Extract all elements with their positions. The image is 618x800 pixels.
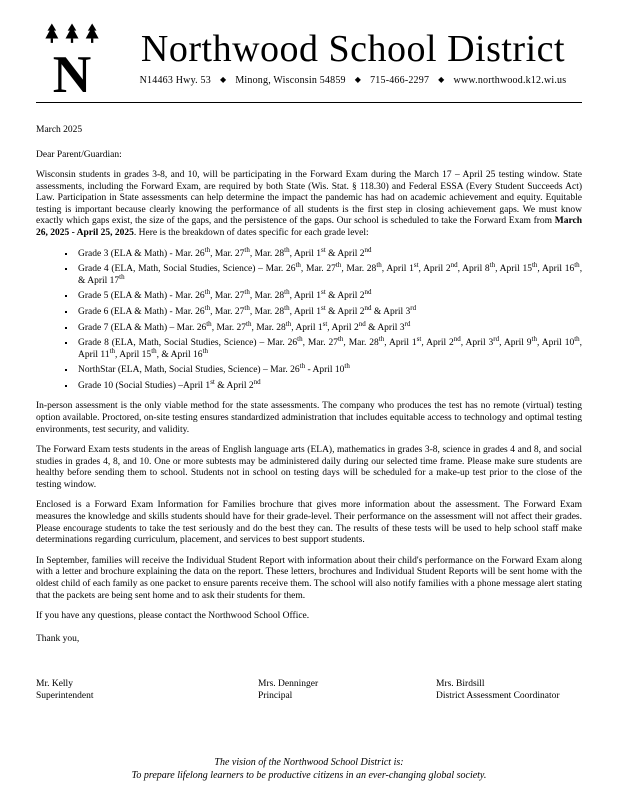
vision-line-1: The vision of the Northwood School District is: [214,757,404,768]
salutation: Dear Parent/Guardian: [36,149,122,160]
svg-text:N: N [52,44,92,94]
diamond-separator-icon: ◆ [438,74,445,84]
diamond-separator-icon: ◆ [354,74,362,84]
address-website: www.northwood.k12.wi.us [453,74,567,86]
signer-title: Principal [258,691,293,702]
paragraph-questions: If you have any questions, please contact the Northwood School Office. [36,611,310,622]
letterhead-text [124,30,582,86]
address-line [124,75,582,86]
schedule-item-grade-8: ▪ Grade 8 (ELA, Math, Social Studies, Science) – Mar. 26th, Mar. 27th, Mar. 28th, April 1st, April 2nd, April 3rd, April 9th, April 10th, April 11th, April 15th, & April 16th [76,338,582,361]
letter-body [36,103,582,703]
paragraph-subjects: The Forward Exam tests students in the areas of English language arts (ELA), mathematics in grades 3-8, science in grades 4 and 8, and social studies in grades 4, 8, and 10. One or more subtests may be administered daily during our selected time frame. Please make sure students are healthy before sending them to school. Students not in school on testing days will be scheduled for a make-up test prior to the close of the testing window. [36,445,582,490]
signer-title: District Assessment Coordinator [436,691,560,702]
address-phone: 715-466-2297 [370,74,430,86]
signer-name: Mr. Kelly [36,679,73,690]
paragraph-in-person: In-person assessment is the only viable method for the state assessments. The company who produces the test has no remote (virtual) testing option available. Proctored, on-site testing ensures standardized administration that includes equitable access to technology and optimal testing environments, test security, and validity. [36,401,582,435]
schedule-item-grade-4: ▪ Grade 4 (ELA, Math, Social Studies, Science) – Mar. 26th, Mar. 27th, Mar. 28th, April 1st, April 2nd, April 8th, April 15th, April 16th, & April 17th [76,264,582,287]
signature-block [36,679,582,703]
address-city: Minong, Wisconsin 54859 [235,74,346,86]
diamond-separator-icon: ◆ [219,74,227,84]
schedule-item-grade-7: ▪ Grade 7 (ELA & Math) – Mar. 26th, Mar. 27th, Mar. 28th, April 1st, April 2nd & April 3rd [76,323,582,335]
intro-paragraph: Wisconsin students in grades 3-8, and 10, will be participating in the Forward Exam during the March 17 – April 25 testing window. State assessments, including the Forward Exam, are required by both State (Wis. Stat. § 118.30) and Federal ESSA (Every Student Succeeds Act) Law. Participation in State assessments can help determine the impact the pandemic has had on academic achievement and equity. Equitable testing is important because clearly knowing the performance of all students is the first step in closing achievement gaps. We must know exactly which gaps exist, the size of the gaps, and the persistence of the gaps. Our school is scheduled to take the Forward Exam from March 26, 2025 - April 25, 2025. Here is the breakdown of dates specific for each grade level: [36,170,582,239]
vision-line-2: To prepare lifelong learners to be productive citizens in an ever-changing global society. [131,770,487,781]
vision-statement [36,756,582,784]
schedule-item-grade-6: ▪ Grade 6 (ELA & Math) - Mar. 26th, Mar. 27th, Mar. 28th, April 1st & April 2nd & April 3rd [76,307,582,319]
district-logo-icon [36,22,108,94]
signer-title: Superintendent [36,691,94,702]
letter-date: March 2025 [36,125,83,135]
signature-principal [258,679,436,703]
schedule-item-northstar: ▪ NorthStar (ELA, Math, Social Studies, Science) – Mar. 26th - April 10th [76,365,582,377]
paragraph-brochure: Enclosed is a Forward Exam Information for Families brochure that gives more information about the assessment. The Forward Exam measures the knowledge and skills students should have for their grade-level. Their performance on the assessment will not affect their grades. Please encourage students to take the test seriously and do the best they can. The results of these tests will be used to help school staff make determinations regarding curriculum, placement, and services to best support students. [36,500,582,546]
signer-name: Mrs. Denninger [258,679,319,690]
paragraph-reports: In September, families will receive the Individual Student Report with information about their child's performance on the Forward Exam along with a letter and brochure explaining the data on the report. These letters, brochures and Individual Student Reports will be sent home with the oldest child of each family as one packet to ensure parents receive them. The school will also notify families with a phone message alert stating that the packets are being sent home and to ask their students for them. [36,555,582,601]
closing: Thank you, [36,633,80,644]
signature-superintendent [36,679,258,703]
signer-name: Mrs. Birdsill [436,679,485,690]
schedule-item-grade-3: ▪ Grade 3 (ELA & Math) - Mar. 26th, Mar. 27th, Mar. 28th, April 1st & April 2nd [76,249,582,261]
schedule-list [36,245,583,393]
letterhead [36,22,582,103]
schedule-item-grade-10: ▪ Grade 10 (Social Studies) –April 1st & April 2nd [76,381,582,393]
signature-assessment-coordinator [436,679,582,703]
district-name: Northwood School District [140,28,566,71]
schedule-item-grade-5: ▪ Grade 5 (ELA & Math) - Mar. 26th, Mar. 27th, Mar. 28th, April 1st & April 2nd [76,291,582,303]
address-street: N14463 Hwy. 53 [139,74,211,86]
